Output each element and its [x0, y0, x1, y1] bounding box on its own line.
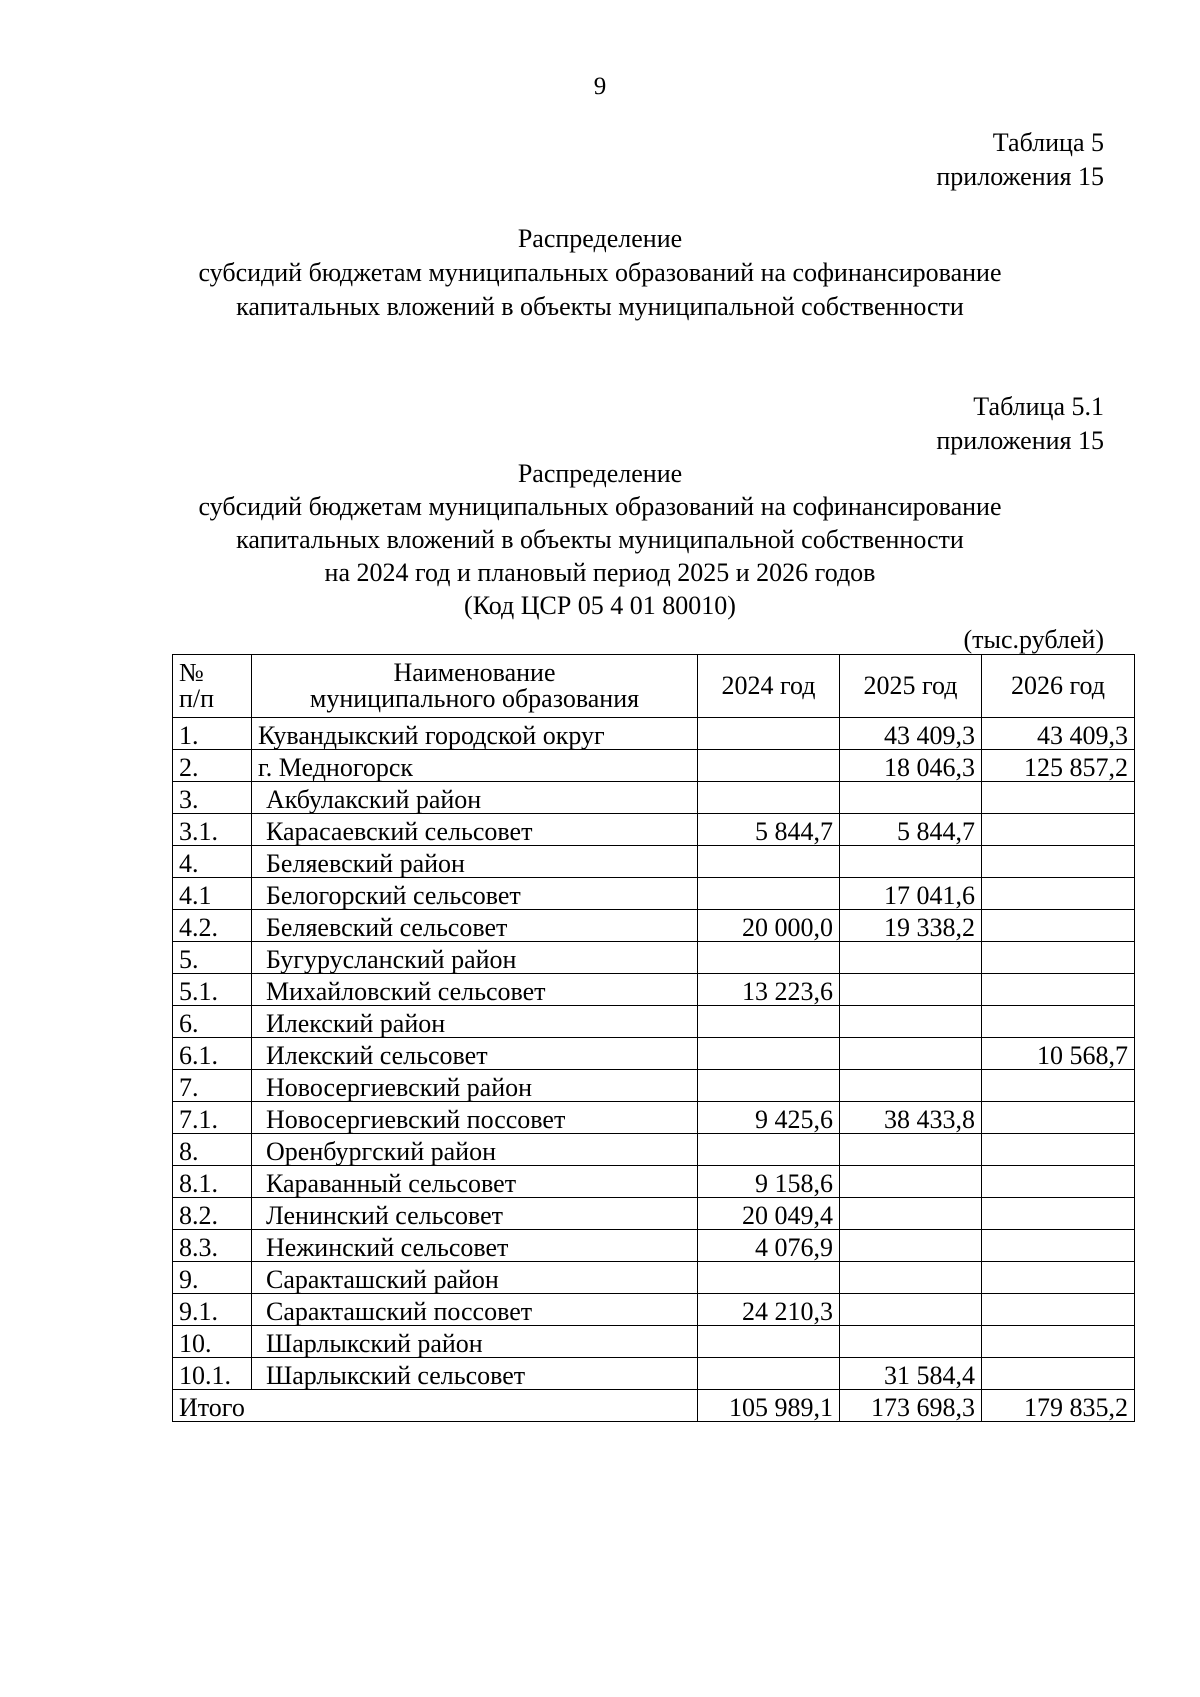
- table-row: [173, 1230, 1135, 1262]
- row-name: Илекский район: [252, 1006, 698, 1038]
- row-value-2025: [840, 1134, 982, 1166]
- table5-heading-line: Распределение: [517, 224, 683, 253]
- row-name: Беляевский сельсовет: [252, 910, 698, 942]
- row-value-2026: [982, 782, 1135, 814]
- col-header-name-line2: муниципального образования: [309, 684, 640, 713]
- row-value-2026: [982, 1326, 1135, 1358]
- row-name: Караванный сельсовет: [252, 1166, 698, 1198]
- row-value-2025: 38 433,8: [840, 1102, 982, 1134]
- row-name: Ленинский сельсовет: [252, 1198, 698, 1230]
- row-number: 4.1: [173, 878, 252, 910]
- row-value-2024: [698, 942, 840, 974]
- row-value-2024: [698, 1038, 840, 1070]
- row-name: Саракташский поссовет: [252, 1294, 698, 1326]
- row-value-2024: [698, 1262, 840, 1294]
- col-header-2026: 2026 год: [982, 655, 1135, 718]
- row-value-2025: [840, 1038, 982, 1070]
- row-name: Шарлыкский сельсовет: [252, 1358, 698, 1390]
- table5-label: Таблица 5: [992, 128, 1104, 157]
- table-header-row: [173, 655, 1135, 718]
- row-value-2026: 10 568,7: [982, 1038, 1135, 1070]
- row-value-2026: [982, 942, 1135, 974]
- table51-heading-line: капитальных вложений в объекты муниципальной собственности: [236, 525, 964, 554]
- table-row: [173, 1038, 1135, 1070]
- table5-heading-line: капитальных вложений в объекты муниципальной собственности: [236, 292, 964, 321]
- row-name: Белогорский сельсовет: [252, 878, 698, 910]
- row-value-2024: [698, 1070, 840, 1102]
- row-name: Илекский сельсовет: [252, 1038, 698, 1070]
- row-value-2024: 24 210,3: [698, 1294, 840, 1326]
- table-row: [173, 814, 1135, 846]
- row-value-2024: [698, 1326, 840, 1358]
- table-row: [173, 1006, 1135, 1038]
- row-value-2026: [982, 878, 1135, 910]
- col-header-number-line2: п/п: [179, 684, 215, 713]
- row-value-2025: [840, 942, 982, 974]
- row-value-2025: [840, 1230, 982, 1262]
- row-number: 7.: [173, 1070, 252, 1102]
- row-value-2024: 20 000,0: [698, 910, 840, 942]
- table51-heading-line: (Код ЦСР 05 4 01 80010): [464, 591, 736, 620]
- col-header-number: [173, 655, 252, 718]
- col-header-name: [252, 655, 698, 718]
- row-number: 9.: [173, 1262, 252, 1294]
- table-row: [173, 1166, 1135, 1198]
- row-value-2024: 4 076,9: [698, 1230, 840, 1262]
- row-name: г. Медногорск: [252, 750, 698, 782]
- row-number: 8.: [173, 1134, 252, 1166]
- table-row: [173, 974, 1135, 1006]
- total-value-2024: 105 989,1: [698, 1390, 840, 1422]
- row-value-2025: [840, 1166, 982, 1198]
- table-row: [173, 1294, 1135, 1326]
- subsidy-table: [172, 654, 1135, 1422]
- row-value-2024: [698, 1134, 840, 1166]
- row-name: Кувандыкский городской округ: [252, 718, 698, 750]
- row-number: 6.: [173, 1006, 252, 1038]
- row-value-2024: [698, 782, 840, 814]
- col-header-2024: 2024 год: [698, 655, 840, 718]
- row-name: Бугурусланский район: [252, 942, 698, 974]
- row-value-2025: [840, 782, 982, 814]
- row-value-2026: [982, 910, 1135, 942]
- row-value-2025: [840, 1262, 982, 1294]
- row-value-2024: [698, 846, 840, 878]
- col-header-number-line1: №: [179, 658, 204, 687]
- row-value-2026: [982, 846, 1135, 878]
- row-value-2026: [982, 1198, 1135, 1230]
- row-value-2026: 43 409,3: [982, 718, 1135, 750]
- row-value-2025: 31 584,4: [840, 1358, 982, 1390]
- table-row: [173, 1198, 1135, 1230]
- row-value-2025: [840, 1070, 982, 1102]
- row-name: Оренбургский район: [252, 1134, 698, 1166]
- row-value-2024: [698, 1006, 840, 1038]
- row-value-2024: [698, 1358, 840, 1390]
- row-value-2025: [840, 974, 982, 1006]
- row-value-2026: [982, 1294, 1135, 1326]
- table-row: [173, 718, 1135, 750]
- row-number: 5.1.: [173, 974, 252, 1006]
- row-value-2025: [840, 846, 982, 878]
- row-number: 4.2.: [173, 910, 252, 942]
- row-value-2024: 13 223,6: [698, 974, 840, 1006]
- row-value-2026: [982, 1070, 1135, 1102]
- row-number: 7.1.: [173, 1102, 252, 1134]
- table51-heading-line: субсидий бюджетам муниципальных образований на софинансирование: [198, 492, 1002, 521]
- row-number: 9.1.: [173, 1294, 252, 1326]
- row-value-2024: [698, 878, 840, 910]
- row-value-2025: [840, 1198, 982, 1230]
- row-number: 3.: [173, 782, 252, 814]
- table-row: [173, 750, 1135, 782]
- table-row: [173, 782, 1135, 814]
- row-value-2026: [982, 1262, 1135, 1294]
- row-value-2026: [982, 1230, 1135, 1262]
- row-value-2026: [982, 814, 1135, 846]
- row-number: 6.1.: [173, 1038, 252, 1070]
- row-number: 10.1.: [173, 1358, 252, 1390]
- table-row: [173, 1134, 1135, 1166]
- table51-heading-line: на 2024 год и плановый период 2025 и 2026 годов: [324, 558, 876, 587]
- row-value-2026: [982, 1166, 1135, 1198]
- row-value-2025: 17 041,6: [840, 878, 982, 910]
- table51-heading-line: Распределение: [517, 459, 683, 488]
- row-name: Акбулакский район: [252, 782, 698, 814]
- row-value-2025: 43 409,3: [840, 718, 982, 750]
- row-number: 3.1.: [173, 814, 252, 846]
- table5-appendix: приложения 15: [936, 162, 1104, 191]
- row-name: Саракташский район: [252, 1262, 698, 1294]
- row-number: 4.: [173, 846, 252, 878]
- row-name: Нежинский сельсовет: [252, 1230, 698, 1262]
- row-number: 10.: [173, 1326, 252, 1358]
- row-value-2024: 5 844,7: [698, 814, 840, 846]
- row-value-2024: 20 049,4: [698, 1198, 840, 1230]
- row-number: 8.2.: [173, 1198, 252, 1230]
- row-value-2025: [840, 1326, 982, 1358]
- table51-appendix: приложения 15: [936, 426, 1104, 455]
- table-row: [173, 1326, 1135, 1358]
- table-row: [173, 1102, 1135, 1134]
- row-name: Шарлыкский район: [252, 1326, 698, 1358]
- total-value-2026: 179 835,2: [982, 1390, 1135, 1422]
- total-row: [173, 1390, 1135, 1422]
- table-row: [173, 846, 1135, 878]
- units-note: (тыс.рублей): [963, 625, 1104, 654]
- col-header-name-line1: Наименование: [393, 658, 556, 687]
- row-number: 1.: [173, 718, 252, 750]
- row-value-2026: [982, 974, 1135, 1006]
- row-value-2026: [982, 1134, 1135, 1166]
- row-number: 8.1.: [173, 1166, 252, 1198]
- table-row: [173, 910, 1135, 942]
- row-value-2025: [840, 1006, 982, 1038]
- row-value-2025: 18 046,3: [840, 750, 982, 782]
- row-value-2026: 125 857,2: [982, 750, 1135, 782]
- table-row: [173, 1262, 1135, 1294]
- table-row: [173, 942, 1135, 974]
- page-number: 9: [593, 73, 607, 100]
- row-name: Михайловский сельсовет: [252, 974, 698, 1006]
- total-label: Итого: [173, 1390, 698, 1422]
- row-value-2026: [982, 1102, 1135, 1134]
- row-value-2025: 5 844,7: [840, 814, 982, 846]
- row-value-2024: [698, 718, 840, 750]
- row-name: Карасаевский сельсовет: [252, 814, 698, 846]
- row-name: Беляевский район: [252, 846, 698, 878]
- row-value-2026: [982, 1358, 1135, 1390]
- col-header-2025: 2025 год: [840, 655, 982, 718]
- row-name: Новосергиевский поссовет: [252, 1102, 698, 1134]
- row-number: 2.: [173, 750, 252, 782]
- row-value-2024: 9 158,6: [698, 1166, 840, 1198]
- row-value-2024: 9 425,6: [698, 1102, 840, 1134]
- row-name: Новосергиевский район: [252, 1070, 698, 1102]
- table5-heading-line: субсидий бюджетам муниципальных образований на софинансирование: [198, 258, 1002, 287]
- table-row: [173, 1070, 1135, 1102]
- total-value-2025: 173 698,3: [840, 1390, 982, 1422]
- table51-label: Таблица 5.1: [973, 392, 1104, 421]
- row-value-2025: 19 338,2: [840, 910, 982, 942]
- row-number: 8.3.: [173, 1230, 252, 1262]
- row-value-2025: [840, 1294, 982, 1326]
- row-value-2024: [698, 750, 840, 782]
- row-value-2026: [982, 1006, 1135, 1038]
- row-number: 5.: [173, 942, 252, 974]
- table-row: [173, 1358, 1135, 1390]
- table-row: [173, 878, 1135, 910]
